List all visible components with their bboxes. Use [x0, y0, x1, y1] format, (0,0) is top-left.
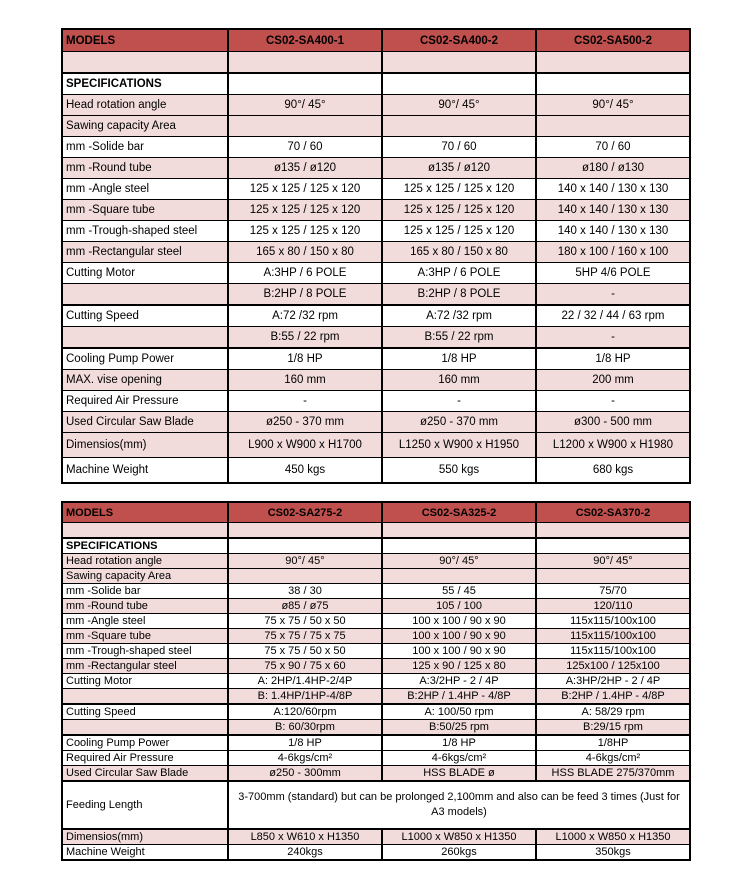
spec-value-cell: ø180 / ø130 [536, 158, 690, 179]
spec-value-cell: 125 x 125 / 125 x 120 [228, 221, 382, 242]
spec-value-cell: 125 x 125 / 125 x 120 [382, 200, 536, 221]
spec-value-cell: 70 / 60 [536, 137, 690, 158]
spec-value-cell: 160 mm [228, 370, 382, 391]
spec-value-cell: HSS BLADE ø [382, 766, 536, 782]
spec-label-cell: Cutting Speed [62, 305, 228, 327]
spec-value-cell: A:120/60rpm [228, 704, 382, 720]
table-row [62, 659, 690, 674]
spec-value-cell: 180 x 100 / 160 x 100 [536, 242, 690, 263]
spec-value-cell: 100 x 100 / 90 x 90 [382, 644, 536, 659]
spec-value-cell: A: 100/50 rpm [382, 704, 536, 720]
spec-label-cell: Machine Weight [62, 845, 228, 861]
table-row [62, 720, 690, 736]
spec-value-cell: 1/8HP [536, 735, 690, 751]
spec-value-cell: A:3HP / 6 POLE [228, 263, 382, 284]
table-row [62, 735, 690, 751]
spec-value-cell: 55 / 45 [382, 584, 536, 599]
spec-value-cell: 1/8 HP [228, 735, 382, 751]
spec-table-upper-body [62, 29, 690, 483]
spec-value-cell: L1200 x W900 x H1980 [536, 433, 690, 458]
table-row [62, 242, 690, 263]
spec-value-cell: ø250 - 370 mm [228, 412, 382, 433]
spec-value-cell [536, 73, 690, 95]
spec-sheet [61, 28, 689, 861]
table-row [62, 829, 690, 845]
spec-value-cell-merged: 3-700mm (standard) but can be prolonged 2,100mm and also can be feed 3 times (Just for A3 models) [228, 781, 690, 829]
table-row [62, 263, 690, 284]
spec-value-cell: B:2HP / 1.4HP - 4/8P [536, 689, 690, 705]
spec-value-cell: 1/8 HP [382, 735, 536, 751]
spec-value-cell: 680 kgs [536, 458, 690, 484]
spec-value-cell: A: 2HP/1.4HP-2/4P [228, 674, 382, 689]
spec-label-cell: Head rotation angle [62, 554, 228, 569]
spec-label-cell: mm -Trough-shaped steel [62, 221, 228, 242]
spec-value-cell: 260kgs [382, 845, 536, 861]
spec-value-cell: ø300 - 500 mm [536, 412, 690, 433]
spec-value-cell [382, 73, 536, 95]
model-name-cell: CS02-SA325-2 [382, 502, 536, 523]
spec-value-cell: 90°/ 45° [228, 554, 382, 569]
model-name-cell: CS02-SA400-1 [228, 29, 382, 52]
spec-value-cell [228, 523, 382, 539]
models-header-row [62, 502, 690, 523]
spec-value-cell [382, 116, 536, 137]
spec-value-cell: B: 1.4HP/1HP-4/8P [228, 689, 382, 705]
spec-value-cell: HSS BLADE 275/370mm [536, 766, 690, 782]
spec-value-cell: 115x115/100x100 [536, 629, 690, 644]
spec-value-cell: L850 x W610 x H1350 [228, 829, 382, 845]
spec-label-cell: Required Air Pressure [62, 751, 228, 766]
spec-value-cell: B:50/25 rpm [382, 720, 536, 736]
spec-value-cell: 75 x 75 / 50 x 50 [228, 614, 382, 629]
table-row [62, 766, 690, 782]
spec-value-cell [536, 569, 690, 584]
spec-value-cell: 140 x 140 / 130 x 130 [536, 179, 690, 200]
table-row [62, 200, 690, 221]
spec-label-cell: mm -Rectangular steel [62, 659, 228, 674]
spec-value-cell: L1000 x W850 x H1350 [382, 829, 536, 845]
spec-value-cell: 90°/ 45° [382, 95, 536, 116]
spec-value-cell: 90°/ 45° [536, 95, 690, 116]
spec-label-cell: Dimensios(mm) [62, 433, 228, 458]
spec-value-cell: B:2HP / 8 POLE [382, 284, 536, 306]
model-name-cell: CS02-SA275-2 [228, 502, 382, 523]
table-row [62, 221, 690, 242]
spec-value-cell: - [536, 391, 690, 412]
spec-label-cell: Cooling Pump Power [62, 348, 228, 370]
spec-value-cell: 4-6kgs/cm² [382, 751, 536, 766]
spec-table-lower [61, 501, 691, 861]
spec-value-cell: B:55 / 22 rpm [228, 327, 382, 349]
spec-value-cell: 120/110 [536, 599, 690, 614]
spec-value-cell [228, 569, 382, 584]
spec-value-cell: B:29/15 rpm [536, 720, 690, 736]
spec-value-cell: 90°/ 45° [382, 554, 536, 569]
table-row [62, 284, 690, 306]
spec-value-cell: 1/8 HP [228, 348, 382, 370]
table-row [62, 689, 690, 705]
spec-value-cell: 125 x 90 / 125 x 80 [382, 659, 536, 674]
spec-value-cell: A:72 /32 rpm [228, 305, 382, 327]
spec-value-cell: L900 x W900 x H1700 [228, 433, 382, 458]
spec-value-cell: 125 x 125 / 125 x 120 [228, 179, 382, 200]
spec-value-cell: 165 x 80 / 150 x 80 [382, 242, 536, 263]
spec-value-cell: 125 x 125 / 125 x 120 [228, 200, 382, 221]
spec-value-cell: 75/70 [536, 584, 690, 599]
spec-value-cell: - [382, 391, 536, 412]
spec-value-cell: A:72 /32 rpm [382, 305, 536, 327]
spec-label-cell: mm -Solide bar [62, 137, 228, 158]
table-row [62, 538, 690, 554]
spec-value-cell: ø135 / ø120 [382, 158, 536, 179]
spec-label-cell: mm -Trough-shaped steel [62, 644, 228, 659]
table-row [62, 845, 690, 861]
spec-label-cell [62, 689, 228, 705]
models-header-cell: MODELS [62, 502, 228, 523]
spec-label-cell: Used Circular Saw Blade [62, 412, 228, 433]
spec-value-cell [382, 569, 536, 584]
table-row [62, 751, 690, 766]
spec-label-cell: Cutting Speed [62, 704, 228, 720]
spec-label-cell: Cooling Pump Power [62, 735, 228, 751]
spec-value-cell: L1250 x W900 x H1950 [382, 433, 536, 458]
table-row [62, 95, 690, 116]
table-row [62, 554, 690, 569]
spec-value-cell: 70 / 60 [228, 137, 382, 158]
spec-value-cell: ø85 / ø75 [228, 599, 382, 614]
spec-value-cell: 1/8 HP [536, 348, 690, 370]
table-row [62, 412, 690, 433]
spec-value-cell [228, 52, 382, 74]
table-row [62, 599, 690, 614]
spec-value-cell: 200 mm [536, 370, 690, 391]
table-row [62, 584, 690, 599]
spec-value-cell: 240kgs [228, 845, 382, 861]
spec-value-cell: 125 x 125 / 125 x 120 [382, 221, 536, 242]
table-row [62, 52, 690, 74]
table-row [62, 704, 690, 720]
spec-value-cell [536, 538, 690, 554]
spec-label-cell [62, 327, 228, 349]
spec-label-cell: Required Air Pressure [62, 391, 228, 412]
spec-value-cell: 350kgs [536, 845, 690, 861]
model-name-cell: CS02-SA370-2 [536, 502, 690, 523]
models-header-cell: MODELS [62, 29, 228, 52]
spec-label-cell: Cutting Motor [62, 674, 228, 689]
spec-value-cell [228, 538, 382, 554]
spec-label-cell [62, 523, 228, 539]
spec-value-cell: 100 x 100 / 90 x 90 [382, 614, 536, 629]
spec-label-cell: mm -Rectangular steel [62, 242, 228, 263]
table-row [62, 458, 690, 484]
spec-label-cell: mm -Angle steel [62, 614, 228, 629]
spec-value-cell: 22 / 32 / 44 / 63 rpm [536, 305, 690, 327]
spec-label-cell: Feeding Length [62, 781, 228, 829]
spec-value-cell: 90°/ 45° [228, 95, 382, 116]
table-row [62, 137, 690, 158]
spec-value-cell: - [536, 327, 690, 349]
table-row [62, 569, 690, 584]
spec-label-cell: mm -Round tube [62, 158, 228, 179]
spec-value-cell: B: 60/30rpm [228, 720, 382, 736]
spec-label-cell: mm -Angle steel [62, 179, 228, 200]
table-row [62, 523, 690, 539]
spec-value-cell: 5HP 4/6 POLE [536, 263, 690, 284]
spec-value-cell: 125 x 125 / 125 x 120 [382, 179, 536, 200]
spec-label-cell: Sawing capacity Area [62, 116, 228, 137]
spec-value-cell: B:55 / 22 rpm [382, 327, 536, 349]
spec-value-cell: 105 / 100 [382, 599, 536, 614]
spec-value-cell: 90°/ 45° [536, 554, 690, 569]
spec-value-cell: 165 x 80 / 150 x 80 [228, 242, 382, 263]
spec-value-cell: 75 x 75 / 50 x 50 [228, 644, 382, 659]
table-row [62, 391, 690, 412]
spec-label-cell [62, 720, 228, 736]
spec-value-cell [536, 523, 690, 539]
spec-value-cell: 115x115/100x100 [536, 614, 690, 629]
spec-label-cell [62, 52, 228, 74]
spec-value-cell [536, 116, 690, 137]
table-row [62, 179, 690, 200]
spec-label-cell: mm -Square tube [62, 200, 228, 221]
spec-label-cell: Head rotation angle [62, 95, 228, 116]
spec-table-upper [61, 28, 691, 484]
spec-value-cell: A:3/2HP - 2 / 4P [382, 674, 536, 689]
spec-value-cell: B:2HP / 1.4HP - 4/8P [382, 689, 536, 705]
table-row [62, 305, 690, 327]
spec-value-cell: 550 kgs [382, 458, 536, 484]
table-row [62, 73, 690, 95]
spec-value-cell: B:2HP / 8 POLE [228, 284, 382, 306]
table-row [62, 158, 690, 179]
table-row [62, 348, 690, 370]
spec-label-cell: Sawing capacity Area [62, 569, 228, 584]
spec-label-cell: mm -Round tube [62, 599, 228, 614]
spec-value-cell [536, 52, 690, 74]
spec-label-cell: Machine Weight [62, 458, 228, 484]
spec-value-cell: 75 x 75 / 75 x 75 [228, 629, 382, 644]
spec-value-cell: 115x115/100x100 [536, 644, 690, 659]
spec-value-cell: 160 mm [382, 370, 536, 391]
spec-value-cell [382, 538, 536, 554]
spec-value-cell: 140 x 140 / 130 x 130 [536, 200, 690, 221]
spec-value-cell [228, 116, 382, 137]
spec-label-cell [62, 284, 228, 306]
table-row [62, 116, 690, 137]
table-row [62, 433, 690, 458]
model-name-cell: CS02-SA400-2 [382, 29, 536, 52]
spec-value-cell: ø250 - 370 mm [382, 412, 536, 433]
spec-value-cell: L1000 x W850 x H1350 [536, 829, 690, 845]
spec-value-cell: 125x100 / 125x100 [536, 659, 690, 674]
spec-label-cell: Used Circular Saw Blade [62, 766, 228, 782]
table-row [62, 629, 690, 644]
spec-value-cell: 140 x 140 / 130 x 130 [536, 221, 690, 242]
spec-value-cell [382, 52, 536, 74]
spec-value-cell: - [228, 391, 382, 412]
table-row [62, 674, 690, 689]
spec-value-cell: 70 / 60 [382, 137, 536, 158]
spec-label-cell: mm -Square tube [62, 629, 228, 644]
model-name-cell: CS02-SA500-2 [536, 29, 690, 52]
table-row [62, 327, 690, 349]
spec-label-cell: mm -Solide bar [62, 584, 228, 599]
spec-value-cell: A: 58/29 rpm [536, 704, 690, 720]
table-row [62, 614, 690, 629]
table-row [62, 370, 690, 391]
spec-value-cell: ø250 - 300mm [228, 766, 382, 782]
models-header-row [62, 29, 690, 52]
spec-value-cell: 38 / 30 [228, 584, 382, 599]
spec-value-cell: A:3HP / 6 POLE [382, 263, 536, 284]
spec-value-cell: 450 kgs [228, 458, 382, 484]
spec-value-cell: 4-6kgs/cm² [536, 751, 690, 766]
spec-value-cell: 100 x 100 / 90 x 90 [382, 629, 536, 644]
table-row [62, 781, 690, 829]
spec-label-cell: MAX. vise opening [62, 370, 228, 391]
spec-label-cell: Dimensios(mm) [62, 829, 228, 845]
spec-value-cell: ø135 / ø120 [228, 158, 382, 179]
spec-value-cell: A:3HP/2HP - 2 / 4P [536, 674, 690, 689]
spec-value-cell: 1/8 HP [382, 348, 536, 370]
spec-table-lower-body [62, 502, 690, 860]
spec-value-cell: - [536, 284, 690, 306]
spec-value-cell: 75 x 90 / 75 x 60 [228, 659, 382, 674]
spec-label-cell: SPECIFICATIONS [62, 538, 228, 554]
spec-label-cell: Cutting Motor [62, 263, 228, 284]
spec-value-cell [382, 523, 536, 539]
spec-value-cell [228, 73, 382, 95]
table-row [62, 644, 690, 659]
spec-label-cell: SPECIFICATIONS [62, 73, 228, 95]
spec-value-cell: 4-6kgs/cm² [228, 751, 382, 766]
